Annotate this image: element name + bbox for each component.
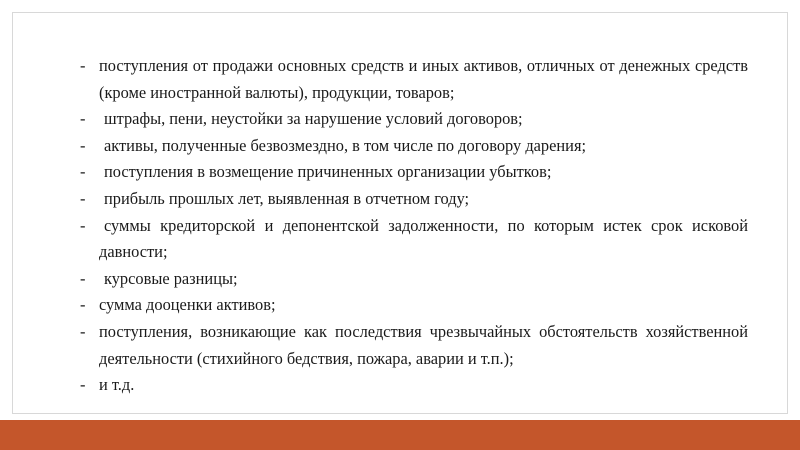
bullet-dash: - [80, 109, 86, 129]
bullet-dash: - [80, 188, 86, 208]
list-item [76, 319, 748, 372]
bullet-list [76, 53, 748, 399]
accent-bar [0, 420, 800, 450]
list-item [76, 213, 748, 266]
bullet-dash: - [80, 321, 86, 341]
list-item-text: суммы кредиторской и депонентской задолженности, по которым истек срок исковой давности; [99, 215, 748, 262]
list-item-text: и т.д. [99, 375, 135, 395]
list-item-text: штрафы, пени, неустойки за нарушение условий договоров; [104, 109, 523, 129]
list-item [76, 159, 748, 186]
list-item [76, 106, 748, 133]
bullet-dash: - [80, 295, 86, 315]
list-item-text: поступления в возмещение причиненных организации убытков; [104, 162, 552, 182]
list-item [76, 186, 748, 213]
list-item-text: прибыль прошлых лет, выявленная в отчетном году; [104, 188, 470, 208]
list-item-text: активы, полученные безвозмездно, в том числе по договору дарения; [104, 135, 587, 155]
list-item [76, 372, 748, 399]
list-item-text: поступления, возникающие как последствия чрезвычайных обстоятельств хозяйственной деятельности (стихийного бедствия, пожара, аварии и т.п.); [99, 321, 748, 368]
bullet-dash: - [80, 268, 86, 288]
bullet-dash: - [80, 135, 86, 155]
list-item [76, 266, 748, 293]
list-item [76, 133, 748, 160]
list-item-text: курсовые разницы; [104, 268, 238, 288]
list-item [76, 53, 748, 106]
list-item-text: сумма дооценки активов; [99, 295, 276, 315]
bullet-dash: - [80, 56, 86, 75]
bullet-dash: - [80, 162, 86, 182]
bullet-dash: - [80, 375, 86, 395]
bullet-dash: - [80, 215, 86, 235]
list-item-text: поступления от продажи основных средств и иных активов, отличных от денежных средств (кроме иностранной валюты), продукции, товаров; [99, 56, 748, 102]
list-item [76, 292, 748, 319]
